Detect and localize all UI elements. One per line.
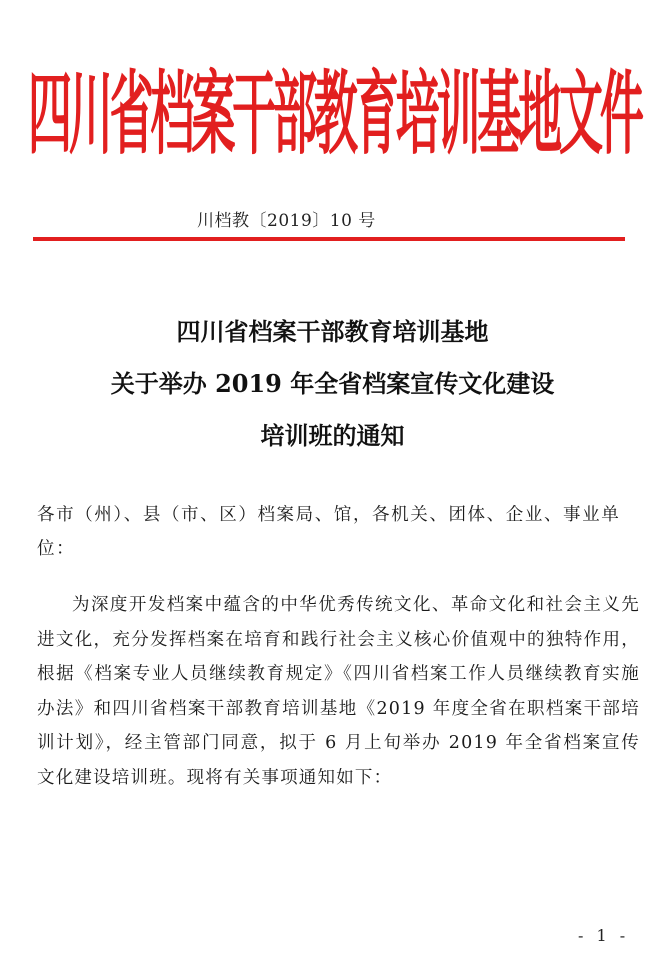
masthead-char: 干 [232, 62, 277, 168]
masthead-char: 四 [28, 62, 72, 168]
masthead-char: 件 [599, 62, 644, 168]
page-number: - 1 - [578, 926, 630, 945]
body-paragraph: 为深度开发档案中蕴含的中华优秀传统文化、革命文化和社会主义先进文化，充分发挥档案在培育和践行社会主义核心价值观中的独特作用，根据《档案专业人员继续教育规定》《四川省档案工作人员继续教育实施办法》和四川省档案干部教育培训基地《2019 年度全省在职档案干部培训计划》，经主管部门同意，拟于 6 月上旬举办 2019 年全省档案宣传文化建设培训班。现将有关事项通知如下： [37, 595, 640, 788]
masthead-char: 川 [68, 62, 113, 168]
masthead-char: 育 [354, 62, 399, 168]
masthead-title [28, 52, 644, 168]
masthead-char: 部 [273, 62, 318, 168]
masthead-char: 训 [436, 62, 481, 168]
notice-title-line-1: 四川省档案干部教育培训基地 [176, 317, 489, 346]
document-number: 川档教〔2019〕10 号 [197, 211, 376, 231]
masthead-char: 档 [150, 62, 195, 168]
masthead-char: 文 [558, 62, 603, 168]
masthead-char: 培 [395, 62, 440, 168]
masthead-char: 教 [313, 62, 358, 168]
masthead-char: 基 [477, 62, 522, 168]
salutation: 各市（州）、县（市、区）档案局、馆，各机关、团体、企业、事业单位： [37, 505, 621, 559]
masthead-char: 省 [109, 62, 154, 168]
notice-title-line-2: 关于举办 2019 年全省档案宣传文化建设 [110, 369, 555, 398]
notice-title-line-3: 培训班的通知 [260, 421, 405, 450]
red-divider [33, 237, 625, 241]
masthead-char: 案 [191, 62, 236, 168]
masthead-char: 地 [518, 62, 563, 168]
